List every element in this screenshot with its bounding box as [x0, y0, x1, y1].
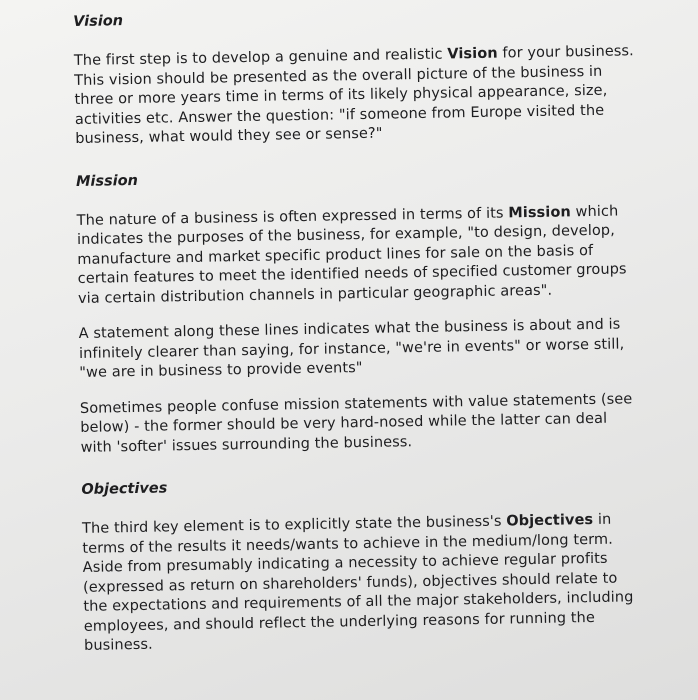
mission-bold: Mission — [508, 203, 572, 221]
mission-paragraph-1 — [77, 202, 639, 309]
vision-text-1: The first step is to develop a genuine and realistic — [73, 46, 448, 69]
objectives-paragraph — [82, 510, 644, 656]
objectives-text-2: in terms of the results it needs/wants to achieve in the medium/long term. Aside from presumably indicating a necessity to achieve regular profits (expressed as return on shareholders' funds), objectives should relate to the expectations and requirements of all the major stakeholders, including employees, and should reflect the underlying reasons for running the business. — [82, 511, 634, 654]
vision-paragraph — [74, 42, 636, 149]
vision-bold: Vision — [447, 45, 498, 63]
objectives-heading: Objectives — [81, 480, 168, 498]
mission-text-1: The nature of a business is often expressed in terms of its — [76, 204, 509, 229]
vision-text-2: for your business. — [497, 43, 634, 62]
mission-paragraph-2: A statement along these lines indicates what the business is about and is infinitely clearer than saying, for instance, "we're in events" or worse still, "we are in business to provide events" — [78, 316, 625, 381]
mission-paragraph-3: Sometimes people confuse mission statements with value statements (see below) - the former should be very hard-nosed while the latter can deal with 'softer' issues surrounding the business. — [79, 390, 633, 456]
objectives-text-1: The third key element is to explicitly state the business's — [81, 513, 507, 537]
document-page — [73, 0, 644, 656]
objectives-bold: Objectives — [506, 512, 594, 530]
mission-heading: Mission — [75, 172, 139, 190]
mission-text-2: which indicates the purposes of the business, for example, "to design, develop, manufacture and market specific product lines for sale on the basis of certain features to meet the identified needs of specified customer groups via certain distribution channels in particular geographic areas". — [76, 203, 627, 307]
vision-heading: Vision — [73, 13, 124, 30]
vision-text-3: This vision should be presented as the overall picture of the business in three or more years time in terms of its likely physical appearance, size, activities etc. Answer the question: "if someone from Europe visited the business, what would they see or sense?" — [74, 63, 608, 147]
